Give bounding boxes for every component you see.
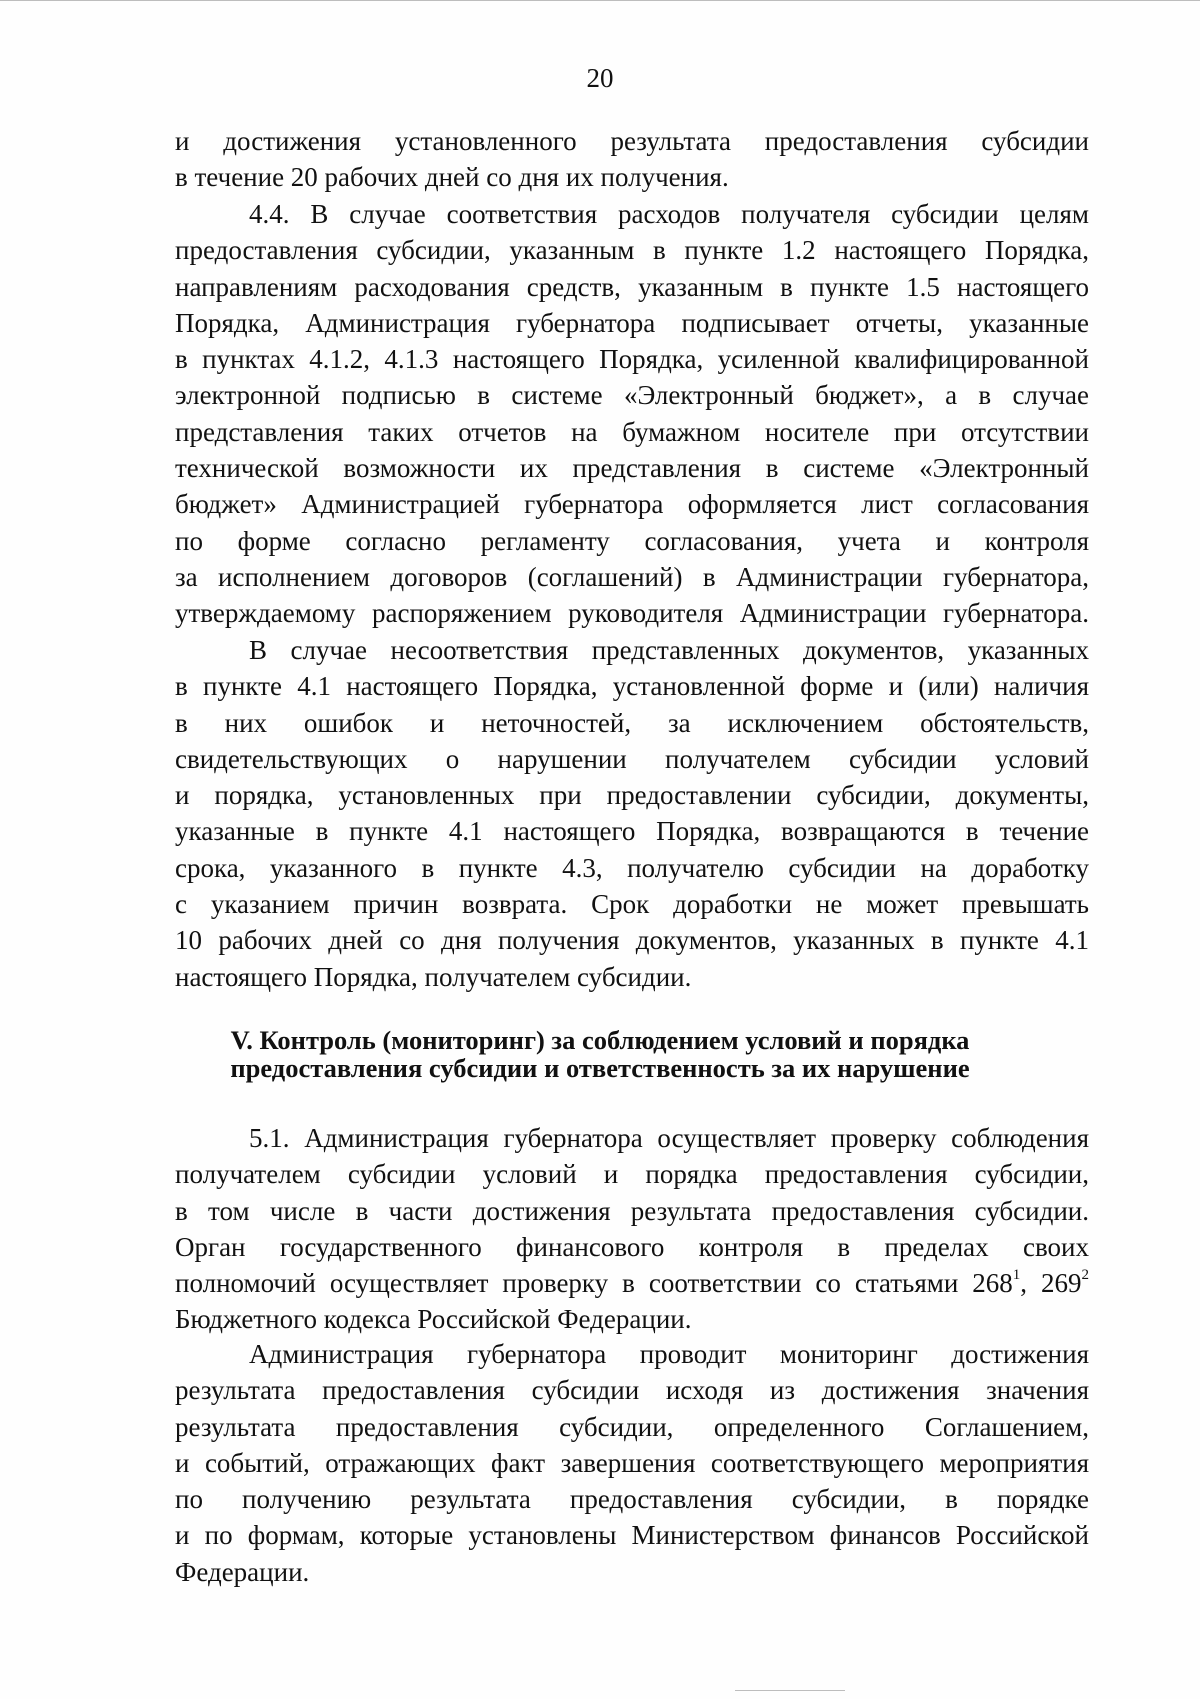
text-line: Порядка, Администрация губернатора подписывает отчеты, указанные [175,307,1089,338]
text-line: и событий, отражающих факт завершения соответствующего мероприятия [175,1447,1089,1478]
heading-line: V. Контроль (мониторинг) за соблюдением условий и порядка [230,1025,970,1055]
superscript: 1 [1012,1267,1021,1284]
paragraph-1 [175,123,1089,196]
text-line: Администрация губернатора проводит мониторинг достижения [249,1339,1089,1369]
text-line: электронной подписью в системе «Электронный бюджет», а в случае [175,380,1089,411]
text-line: технической возможности их представления в системе «Электронный [175,453,1089,484]
text-line: Орган государственного финансового контроля в пределах своих [175,1231,1089,1262]
scan-top-edge [0,0,1200,1]
text-line: утверждаемому распоряжением руководителя Администрации губернатора. [175,598,1089,629]
text-line: получателем субсидии условий и порядка предоставления субсидии, [175,1159,1089,1190]
text-line: результата предоставления субсидии исходя из достижения значения [175,1375,1089,1406]
text-line: за исполнением договоров (соглашений) в Администрации губернатора, [175,561,1089,592]
text-fragment: , 269 [1020,1268,1082,1299]
text-line: срока, указанного в пункте 4.3, получателю субсидии на доработку [175,852,1089,883]
superscript: 2 [1081,1267,1090,1284]
text-line: в пункте 4.1 настоящего Порядка, установленной форме и (или) наличия [175,671,1089,702]
scan-bottom-mark [735,1690,845,1691]
paragraph-4-4 [175,196,1089,632]
text-line: 5.1. Администрация губернатора осуществляет проверку соблюдения [249,1123,1089,1153]
text-line: указанные в пункте 4.1 настоящего Порядка, возвращаются в течение [175,816,1089,847]
text-line: в течение 20 рабочих дней со дня их получения. [175,162,729,193]
text-line: результата предоставления субсидии, определенного Соглашением, [175,1411,1089,1442]
text-line: представления таких отчетов на бумажном носителе при отсутствии [175,416,1089,447]
text-line: и порядка, установленных при предоставлении субсидии, документы, [175,780,1089,811]
text-line: свидетельствующих о нарушении получателем субсидии условий [175,743,1089,774]
page-number: 20 [586,63,614,93]
text-line: в них ошибок и неточностей, за исключением обстоятельств, [175,707,1089,738]
text-line: 10 рабочих дней со дня получения документов, указанных в пункте 4.1 [175,925,1089,956]
heading-line: предоставления субсидии и ответственность за их нарушение [230,1053,970,1083]
section-heading [0,1027,1200,1083]
text-line: с указанием причин возврата. Срок доработки не может превышать [175,889,1089,920]
text-line: по форме согласно регламенту согласования, учета и контроля [175,525,1089,556]
text-line: 4.4. В случае соответствия расходов получателя субсидии целям [249,199,1089,229]
text-line: предоставления субсидии, указанным в пункте 1.2 настоящего Порядка, [175,235,1089,266]
paragraph-5-1 [175,1120,1089,1338]
text-line: В случае несоответствия представленных документов, указанных [249,635,1089,665]
text-line-with-superscripts [175,1265,1089,1301]
text-line: и по формам, которые установлены Министерством финансов Российской [175,1520,1089,1551]
text-line: бюджет» Администрацией губернатора оформляется лист согласования [175,489,1089,520]
text-line: настоящего Порядка, получателем субсидии. [175,961,692,992]
paragraph-nonconformity [175,632,1089,995]
text-line: в пунктах 4.1.2, 4.1.3 настоящего Порядка, усиленной квалифицированной [175,344,1089,375]
text-line: Федерации. [175,1556,310,1587]
text-line: и достижения установленного результата предоставления субсидии [175,126,1089,156]
text-line: направлениям расходования средств, указанным в пункте 1.5 настоящего [175,271,1089,302]
text-fragment: полномочий осуществляет проверку в соответствии со статьями 268 [175,1268,1013,1299]
paragraph-monitoring [175,1336,1089,1590]
text-line: по получению результата предоставления субсидии, в порядке [175,1484,1089,1515]
text-line: Бюджетного кодекса Российской Федерации. [175,1304,692,1335]
text-line: в том числе в части достижения результата предоставления субсидии. [175,1195,1089,1226]
